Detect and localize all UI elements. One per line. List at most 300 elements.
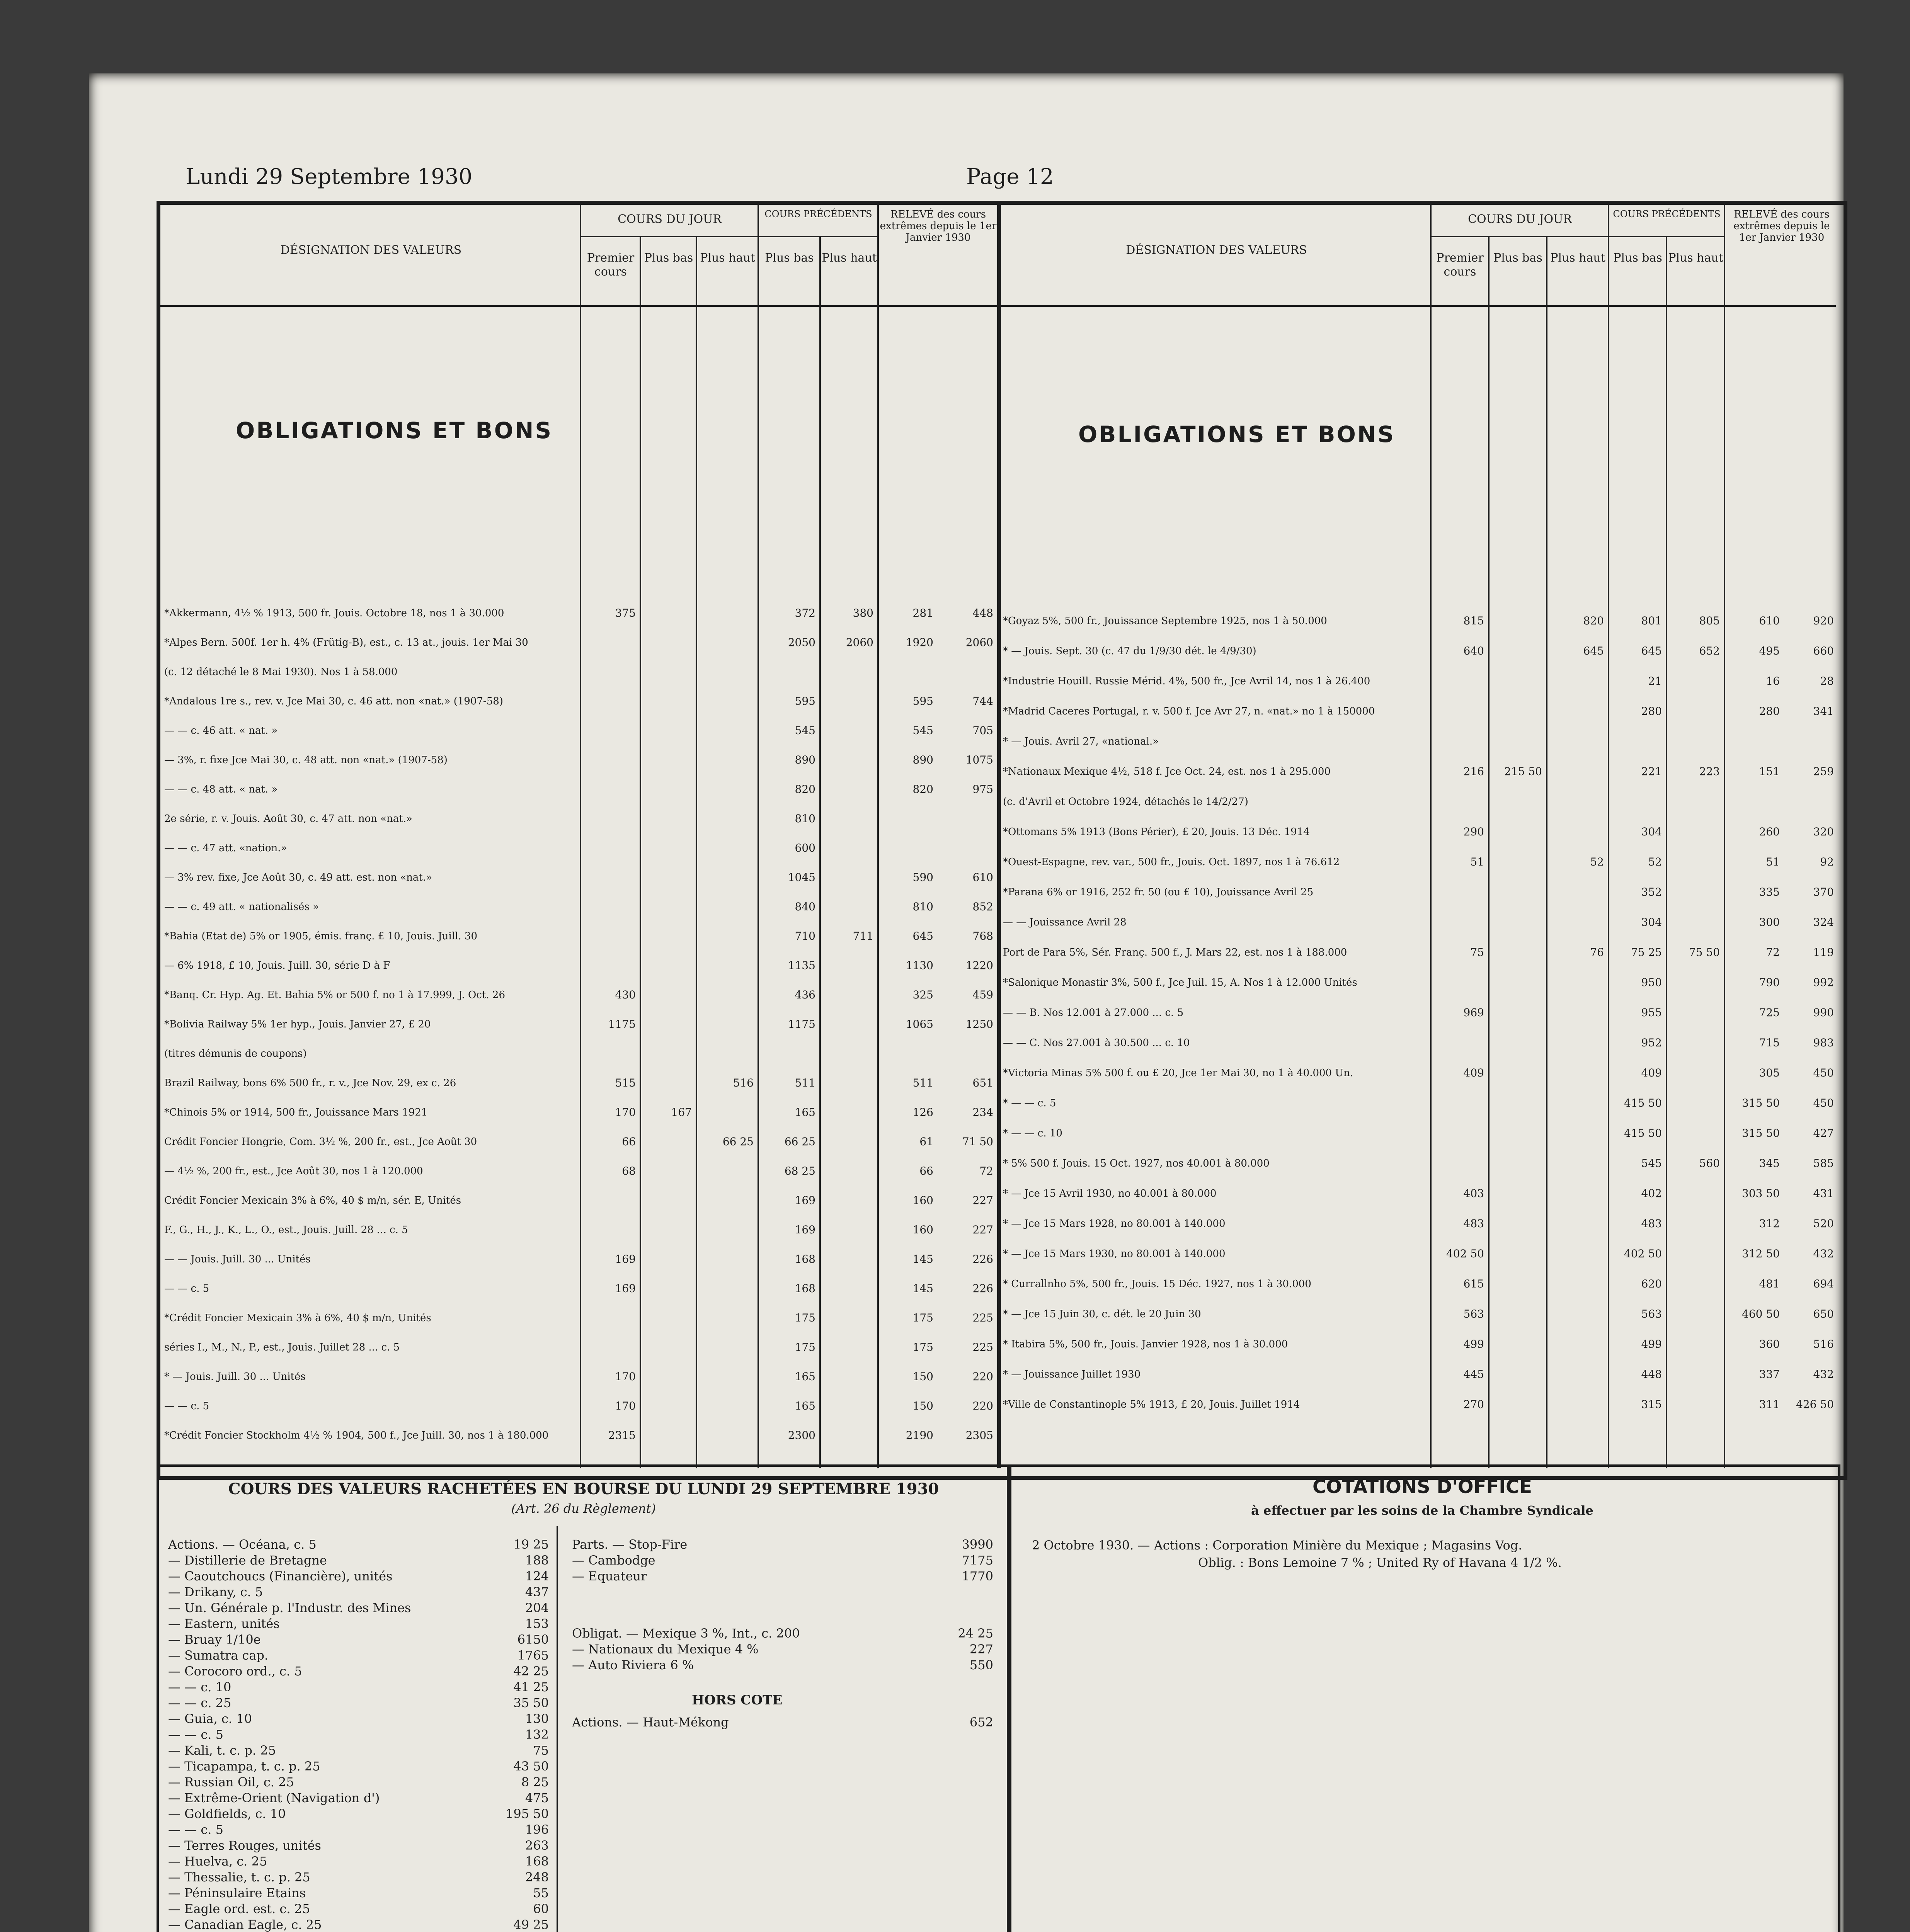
rachetee-action-value: 204 (525, 1600, 549, 1615)
valeur-designation: — — c. 5 (164, 1283, 209, 1294)
rachetee-action-value: 19 25 (513, 1537, 549, 1552)
cours-value: 215 50 (1504, 765, 1542, 778)
valeur-designation: *Madrid Caceres Portugal, r. v. 500 f. Jce Avr 27, n. «nat.» no 1 à 150000 (1003, 706, 1375, 717)
cours-value: 610 (1759, 614, 1780, 627)
rachetee-oblig-value: 227 (969, 1642, 993, 1656)
cours-value: 303 50 (1742, 1187, 1780, 1200)
cours-value: 315 50 (1742, 1127, 1780, 1139)
cours-value: 160 (912, 1194, 933, 1207)
valeur-designation: * — Jce 15 Mars 1928, no 80.001 à 140.000 (1003, 1218, 1226, 1230)
cours-value: 341 (1813, 705, 1834, 718)
rachetee-action-value: 168 (525, 1854, 549, 1869)
valeur-designation: *Parana 6% or 1916, 252 fr. 50 (ou £ 10), Jouissance Avril 25 (1003, 886, 1314, 898)
cours-value: 324 (1813, 916, 1834, 929)
cours-value: 560 (1699, 1157, 1720, 1170)
left-designation-header: DÉSIGNATION DES VALEURS (280, 243, 462, 257)
left-cours-du-jour-header: COURS DU JOUR (618, 213, 722, 226)
valeur-designation: *Akkermann, 4½ % 1913, 500 fr. Jouis. Octobre 18, nos 1 à 30.000 (164, 607, 504, 619)
left-premier-header: Premier cours (587, 251, 635, 279)
cours-value: 810 (912, 900, 933, 913)
cours-value: 499 (1463, 1338, 1484, 1350)
cours-value: 2060 (846, 636, 873, 649)
valeur-designation: — 4½ %, 200 fr., est., Jce Août 30, nos 1 à 120.000 (164, 1165, 423, 1177)
cours-value: 280 (1759, 705, 1780, 718)
cours-value: 595 (795, 695, 815, 707)
cotations-title: COTATIONS D'OFFICE (1312, 1476, 1532, 1498)
cours-value: 402 50 (1624, 1247, 1662, 1260)
valeur-designation: * — — c. 5 (1003, 1097, 1056, 1109)
valeur-designation: *Bolivia Railway 5% 1er hyp., Jouis. Janvier 27, £ 20 (164, 1019, 431, 1030)
cours-value: 820 (1583, 614, 1604, 627)
rachetee-action-value: 75 (533, 1743, 549, 1758)
cotations-frame (1007, 1464, 1840, 1932)
valeur-designation: — — c. 48 att. « nat. » (164, 784, 278, 795)
cours-value: 483 (1641, 1217, 1662, 1230)
rachetee-action-value: 475 (525, 1791, 549, 1805)
cours-value: 305 (1759, 1066, 1780, 1079)
cours-value: 335 (1759, 886, 1780, 898)
cours-value: 165 (795, 1106, 815, 1119)
cours-value: 715 (1759, 1036, 1780, 1049)
cotations-line-2: Oblig. : Bons Lemoine 7 % ; United Ry of Havana 4 1/2 %. (1198, 1555, 1562, 1570)
cours-value: 1130 (906, 959, 933, 972)
rachetee-oblig-value: 24 25 (958, 1626, 993, 1641)
hors-cote-name: Actions. — Haut-Mékong (572, 1715, 729, 1730)
cours-value: 145 (912, 1282, 933, 1295)
cours-value: 768 (972, 930, 993, 942)
cours-value: 28 (1820, 675, 1834, 687)
cours-value: 402 50 (1446, 1247, 1484, 1260)
cours-value: 337 (1759, 1368, 1780, 1381)
cours-value: 430 (615, 988, 636, 1001)
cours-value: 890 (912, 753, 933, 766)
cours-value: 801 (1641, 614, 1662, 627)
cours-value: 175 (795, 1341, 815, 1354)
left-prec-haut-header: Plus haut (822, 251, 877, 265)
valeur-designation: * — Jouis. Sept. 30 (c. 47 du 1/9/30 dét. le 4/9/30) (1003, 645, 1256, 657)
cotations-subtitle: à effectuer par les soins de la Chambre Syndicale (1251, 1503, 1593, 1518)
cours-value: 515 (615, 1077, 636, 1089)
cours-value: 16 (1766, 675, 1780, 687)
rachetee-part-value: 3990 (962, 1537, 993, 1552)
cours-value: 1920 (906, 636, 933, 649)
left-obligations-title: OBLIGATIONS ET BONS (236, 417, 553, 444)
cours-value: 450 (1813, 1097, 1834, 1109)
valeur-designation: séries I., M., N., P., est., Jouis. Juillet 28 ... c. 5 (164, 1342, 400, 1353)
right-obligations-title: OBLIGATIONS ET BONS (1078, 421, 1396, 447)
cours-value: 1175 (608, 1018, 636, 1031)
cours-value: 68 (622, 1165, 636, 1177)
left-releve-header: RELEVÉ des cours extrêmes depuis le 1er Janvier 1930 (880, 209, 997, 243)
cours-value: 169 (795, 1194, 815, 1207)
cours-value: 840 (795, 900, 815, 913)
cours-value: 165 (795, 1400, 815, 1412)
cours-value: 380 (853, 607, 873, 619)
rachetee-oblig-name: — Auto Riviera 6 % (572, 1658, 694, 1672)
cours-value: 516 (1813, 1338, 1834, 1350)
page-date: Lundi 29 Septembre 1930 (186, 164, 473, 189)
cours-value: 483 (1463, 1217, 1484, 1230)
cours-value: 459 (972, 988, 993, 1001)
cours-value: 315 (1641, 1398, 1662, 1411)
valeur-designation: *Andalous 1re s., rev. v. Jce Mai 30, c. 46 att. non «nat.» (1907-58) (164, 696, 503, 707)
cours-value: 175 (912, 1311, 933, 1324)
cours-value: 150 (912, 1400, 933, 1412)
cours-value: 448 (1641, 1368, 1662, 1381)
rachetee-action-value: 196 (525, 1822, 549, 1837)
cours-value: 711 (853, 930, 873, 942)
left-plus-bas-header: Plus bas (644, 251, 693, 265)
cours-value: 169 (615, 1253, 636, 1265)
cours-value: 1065 (906, 1018, 933, 1031)
cours-value: 645 (912, 930, 933, 942)
rachetee-action-name: — — c. 25 (168, 1696, 232, 1710)
cours-value: 432 (1813, 1368, 1834, 1381)
cours-value: 2300 (788, 1429, 815, 1442)
cours-value: 168 (795, 1253, 815, 1265)
cours-value: 372 (795, 607, 815, 619)
right-releve-header: RELEVÉ des cours extrêmes depuis le 1er Janvier 1930 (1733, 209, 1830, 243)
cours-value: 170 (615, 1106, 636, 1119)
valeur-designation: — 6% 1918, £ 10, Jouis. Juill. 30, série D à F (164, 960, 390, 971)
cours-value: 499 (1641, 1338, 1662, 1350)
rachetee-action-name: Actions. — Océana, c. 5 (168, 1537, 317, 1552)
valeur-designation: — — c. 49 att. « nationalisés » (164, 901, 319, 913)
valeur-designation: — — B. Nos 12.001 à 27.000 ... c. 5 (1003, 1007, 1184, 1019)
cours-value: 311 (1759, 1398, 1780, 1411)
rachetee-action-name: — Corocoro ord., c. 5 (168, 1664, 302, 1679)
rachetee-action-name: — Huelva, c. 25 (168, 1854, 267, 1869)
cours-value: 448 (972, 607, 993, 619)
cours-value: 220 (972, 1370, 993, 1383)
cours-value: 495 (1759, 645, 1780, 657)
rachetee-action-value: 132 (525, 1727, 549, 1742)
cours-value: 415 50 (1624, 1127, 1662, 1139)
rachetee-action-name: — Goldfields, c. 10 (168, 1806, 286, 1821)
rachetee-action-value: 1765 (517, 1648, 549, 1663)
valeur-designation: (c. 12 détaché le 8 Mai 1930). Nos 1 à 58.000 (164, 666, 398, 678)
rachetee-oblig-name: Obligat. — Mexique 3 %, Int., c. 200 (572, 1626, 800, 1641)
cours-value: 170 (615, 1370, 636, 1383)
cours-value: 520 (1813, 1217, 1834, 1230)
cours-value: 1045 (788, 871, 815, 884)
valeur-designation: Crédit Foncier Hongrie, Com. 3½ %, 200 fr., est., Jce Août 30 (164, 1136, 477, 1148)
cours-value: 170 (615, 1400, 636, 1412)
cours-value: 76 (1590, 946, 1604, 959)
rachetees-subtitle: (Art. 26 du Règlement) (511, 1501, 656, 1516)
cours-value: 227 (972, 1223, 993, 1236)
cours-value: 2315 (608, 1429, 636, 1442)
cours-value: 51 (1470, 855, 1484, 868)
valeur-designation: * — Jouissance Juillet 1930 (1003, 1369, 1141, 1380)
right-prec-haut-header: Plus haut (1668, 251, 1723, 265)
cours-value: 66 (919, 1165, 933, 1177)
cours-value: 92 (1820, 855, 1834, 868)
cours-value: 436 (795, 988, 815, 1001)
cours-value: 805 (1699, 614, 1720, 627)
rachetees-frame (157, 1464, 1011, 1932)
cours-value: 2060 (965, 636, 993, 649)
rachetee-action-name: — Caoutchoucs (Financière), unités (168, 1569, 393, 1583)
cours-value: 402 (1641, 1187, 1662, 1200)
rachetee-action-name: — Ticapampa, t. c. p. 25 (168, 1759, 320, 1774)
cours-value: 75 25 (1631, 946, 1662, 959)
cours-value: 975 (972, 783, 993, 796)
rachetee-action-value: 41 25 (513, 1680, 549, 1694)
right-precedents-header: COURS PRÉCÉDENTS (1613, 209, 1721, 219)
rachetee-action-value: 6150 (517, 1632, 549, 1647)
cours-value: 2190 (906, 1429, 933, 1442)
cours-value: 52 (1648, 855, 1662, 868)
right-prec-bas-header: Plus bas (1613, 251, 1662, 265)
cours-value: 705 (972, 724, 993, 737)
cours-value: 744 (972, 695, 993, 707)
cours-value: 360 (1759, 1338, 1780, 1350)
cours-value: 983 (1813, 1036, 1834, 1049)
valeur-designation: *Salonique Monastir 3%, 500 f., Jce Juil. 15, A. Nos 1 à 12.000 Unités (1003, 977, 1357, 988)
rachetee-action-name: — Drikany, c. 5 (168, 1585, 263, 1599)
hors-cote-title: HORS COTE (692, 1692, 783, 1708)
valeur-designation: — — C. Nos 27.001 à 30.500 ... c. 10 (1003, 1037, 1190, 1049)
valeur-designation: (titres démunis de coupons) (164, 1048, 307, 1060)
rachetee-action-value: 42 25 (513, 1664, 549, 1679)
cours-value: 75 (1470, 946, 1484, 959)
cours-value: 890 (795, 753, 815, 766)
rachetee-action-value: 153 (525, 1616, 549, 1631)
valeur-designation: * — Jce 15 Avril 1930, no 40.001 à 80.000 (1003, 1188, 1217, 1199)
cours-value: 119 (1813, 946, 1834, 959)
cours-value: 312 (1759, 1217, 1780, 1230)
rachetee-action-name: — Extrême-Orient (Navigation d') (168, 1791, 380, 1805)
valeur-designation: *Ouest-Espagne, rev. var., 500 fr., Jouis. Oct. 1897, nos 1 à 76.612 (1003, 856, 1340, 868)
rachetee-action-name: — Sumatra cap. (168, 1648, 269, 1663)
cours-value: 920 (1813, 614, 1834, 627)
cours-value: 645 (1583, 645, 1604, 657)
valeur-designation: — 3%, r. fixe Jce Mai 30, c. 48 att. non «nat.» (1907-58) (164, 754, 448, 766)
rachetees-title: COURS DES VALEURS RACHETÉES EN BOURSE DU LUNDI 29 SEPTEMBRE 1930 (228, 1480, 939, 1498)
cours-value: 427 (1813, 1127, 1834, 1139)
cours-value: 852 (972, 900, 993, 913)
cours-value: 259 (1813, 765, 1834, 778)
cours-value: 511 (912, 1077, 933, 1089)
cours-value: 415 50 (1624, 1097, 1662, 1109)
cours-value: 21 (1648, 675, 1662, 687)
cours-value: 409 (1463, 1066, 1484, 1079)
valeur-designation: — 3% rev. fixe, Jce Août 30, c. 49 att. est. non «nat.» (164, 872, 432, 883)
cours-value: 75 50 (1689, 946, 1720, 959)
valeur-designation: Brazil Railway, bons 6% 500 fr., r. v., Jce Nov. 29, ex c. 26 (164, 1077, 456, 1089)
rachetee-action-name: — Thessalie, t. c. p. 25 (168, 1870, 310, 1884)
rachetee-part-name: — Cambodge (572, 1553, 655, 1568)
valeur-designation: — — Jouis. Juill. 30 ... Unités (164, 1253, 311, 1265)
page-number: Page 12 (966, 164, 1054, 189)
cours-value: 168 (795, 1282, 815, 1295)
cours-value: 151 (1759, 765, 1780, 778)
cours-value: 585 (1813, 1157, 1834, 1170)
cours-value: 615 (1463, 1277, 1484, 1290)
cours-value: 345 (1759, 1157, 1780, 1170)
cours-value: 820 (795, 783, 815, 796)
valeur-designation: — — c. 46 att. « nat. » (164, 725, 278, 736)
cours-value: 280 (1641, 705, 1662, 718)
valeur-designation: * — Jce 15 Mars 1930, no 80.001 à 140.000 (1003, 1248, 1226, 1260)
cours-value: 545 (795, 724, 815, 737)
valeur-designation: — — c. 5 (164, 1400, 209, 1412)
cours-value: 990 (1813, 1006, 1834, 1019)
cours-value: 315 50 (1742, 1097, 1780, 1109)
cours-value: 650 (1813, 1308, 1834, 1320)
cours-value: 1220 (965, 959, 993, 972)
rachetee-part-name: — Equateur (572, 1569, 647, 1583)
cours-value: 225 (972, 1341, 993, 1354)
rachetee-part-value: 7175 (962, 1553, 993, 1568)
cours-value: 516 (733, 1077, 754, 1089)
valeur-designation: *Crédit Foncier Stockholm 4½ % 1904, 500 f., Jce Juill. 30, nos 1 à 180.000 (164, 1430, 549, 1441)
cours-value: 660 (1813, 645, 1834, 657)
rachetee-oblig-name: — Nationaux du Mexique 4 % (572, 1642, 759, 1656)
valeur-designation: * Currallnho 5%, 500 fr., Jouis. 15 Déc. 1927, nos 1 à 30.000 (1003, 1278, 1311, 1290)
rachetee-action-value: 188 (525, 1553, 549, 1568)
cours-value: 2050 (788, 636, 815, 649)
rachetee-action-name: — Distillerie de Bretagne (168, 1553, 327, 1568)
rachetee-action-value: 49 25 (513, 1917, 549, 1932)
cours-value: 304 (1641, 825, 1662, 838)
cours-value: 66 25 (784, 1135, 815, 1148)
rachetee-action-value: 248 (525, 1870, 549, 1884)
rachetee-part-value: 1770 (962, 1569, 993, 1583)
valeur-designation: *Industrie Houill. Russie Mérid. 4%, 500 fr., Jce Avril 14, nos 1 à 26.400 (1003, 675, 1370, 687)
valeur-designation: *Goyaz 5%, 500 fr., Jouissance Septembre 1925, nos 1 à 50.000 (1003, 615, 1327, 627)
cours-value: 1175 (788, 1018, 815, 1031)
cours-value: 1135 (788, 959, 815, 972)
valeur-designation: * — Jce 15 Juin 30, c. dét. le 20 Juin 30 (1003, 1308, 1201, 1320)
cours-value: 325 (912, 988, 933, 1001)
cours-value: 652 (1699, 645, 1720, 657)
cours-value: 68 25 (784, 1165, 815, 1177)
cours-value: 312 50 (1742, 1247, 1780, 1260)
cours-value: 1075 (965, 753, 993, 766)
cours-value: 810 (795, 812, 815, 825)
rachetee-action-value: 8 25 (521, 1775, 549, 1789)
rachetee-action-name: — Canadian Eagle, c. 25 (168, 1917, 322, 1932)
cours-value: 563 (1463, 1308, 1484, 1320)
right-premier-header: Premier cours (1436, 251, 1484, 279)
cours-value: 563 (1641, 1308, 1662, 1320)
cours-value: 545 (1641, 1157, 1662, 1170)
cours-value: 952 (1641, 1036, 1662, 1049)
cours-value: 640 (1463, 645, 1484, 657)
cours-value: 431 (1813, 1187, 1834, 1200)
cours-value: 71 50 (962, 1135, 993, 1148)
cours-value: 281 (912, 607, 933, 619)
cours-value: 955 (1641, 1006, 1662, 1019)
cours-value: 651 (972, 1077, 993, 1089)
cours-value: 51 (1766, 855, 1780, 868)
cours-value: 175 (795, 1311, 815, 1324)
valeur-designation: Port de Para 5%, Sér. Franç. 500 f., J. Mars 22, est. nos 1 à 188.000 (1003, 947, 1347, 958)
cours-value: 815 (1463, 614, 1484, 627)
cours-value: 403 (1463, 1187, 1484, 1200)
left-plus-haut-header: Plus haut (700, 251, 755, 265)
cours-value: 290 (1463, 825, 1484, 838)
valeur-designation: *Ville de Constantinople 5% 1913, £ 20, Jouis. Juillet 1914 (1003, 1399, 1300, 1410)
cours-value: 610 (972, 871, 993, 884)
cours-value: 432 (1813, 1247, 1834, 1260)
cours-value: 175 (912, 1341, 933, 1354)
rachetee-action-name: — Un. Générale p. l'Industr. des Mines (168, 1600, 411, 1615)
cours-value: 221 (1641, 765, 1662, 778)
cours-value: 304 (1641, 916, 1662, 929)
cours-value: 150 (912, 1370, 933, 1383)
rachetee-action-name: — — c. 5 (168, 1822, 223, 1837)
valeur-designation: * 5% 500 f. Jouis. 15 Oct. 1927, nos 40.001 à 80.000 (1003, 1158, 1270, 1169)
cours-value: 66 25 (722, 1135, 754, 1148)
right-plus-haut-header: Plus haut (1550, 251, 1605, 265)
right-designation-header: DÉSIGNATION DES VALEURS (1126, 243, 1307, 257)
cours-value: 223 (1699, 765, 1720, 778)
hors-cote-value: 652 (969, 1715, 993, 1730)
cours-value: 481 (1759, 1277, 1780, 1290)
cours-value: 225 (972, 1311, 993, 1324)
cours-value: 227 (972, 1194, 993, 1207)
valeur-designation: — — c. 47 att. «nation.» (164, 842, 287, 854)
rachetee-action-name: — Eastern, unités (168, 1616, 280, 1631)
rachetee-part-name: Parts. — Stop-Fire (572, 1537, 688, 1552)
valeur-designation: * — Jouis. Avril 27, «national.» (1003, 736, 1159, 747)
cours-value: 370 (1813, 886, 1834, 898)
rachetee-action-value: 263 (525, 1838, 549, 1853)
rachetee-action-value: 437 (525, 1585, 549, 1599)
cours-value: 226 (972, 1282, 993, 1295)
cours-value: 352 (1641, 886, 1662, 898)
cours-value: 320 (1813, 825, 1834, 838)
rachetee-action-name: — — c. 5 (168, 1727, 223, 1742)
rachetee-action-value: 43 50 (513, 1759, 549, 1774)
valeur-designation: * — — c. 10 (1003, 1128, 1062, 1139)
valeur-designation: (c. d'Avril et Octobre 1924, détachés le 14/2/27) (1003, 796, 1248, 808)
cours-value: 545 (912, 724, 933, 737)
newspaper-page (89, 73, 1844, 1932)
rachetee-action-name: — Péninsulaire Etains (168, 1886, 306, 1900)
cours-value: 66 (622, 1135, 636, 1148)
cours-value: 445 (1463, 1368, 1484, 1381)
valeur-designation: *Chinois 5% or 1914, 500 fr., Jouissance Mars 1921 (164, 1107, 428, 1118)
cours-value: 460 50 (1742, 1308, 1780, 1320)
cours-value: 595 (912, 695, 933, 707)
cours-value: 1250 (965, 1018, 993, 1031)
cours-value: 216 (1463, 765, 1484, 778)
cours-value: 409 (1641, 1066, 1662, 1079)
valeur-designation: * — Jouis. Juill. 30 ... Unités (164, 1371, 306, 1383)
rachetee-action-value: 124 (525, 1569, 549, 1583)
valeur-designation: * Itabira 5%, 500 fr., Jouis. Janvier 1928, nos 1 à 30.000 (1003, 1338, 1288, 1350)
cours-value: 72 (979, 1165, 993, 1177)
cours-value: 620 (1641, 1277, 1662, 1290)
rachetee-action-name: — Eagle ord. est. c. 25 (168, 1901, 310, 1916)
rachetee-action-name: — — c. 10 (168, 1680, 232, 1694)
cours-value: 145 (912, 1253, 933, 1265)
cours-value: 725 (1759, 1006, 1780, 1019)
left-precedents-header: COURS PRÉCÉDENTS (764, 209, 872, 219)
valeur-designation: *Crédit Foncier Mexicain 3% à 6%, 40 $ m/n, Unités (164, 1312, 431, 1324)
cours-value: 992 (1813, 976, 1834, 989)
valeur-designation: *Banq. Cr. Hyp. Ag. Et. Bahia 5% or 500 f. no 1 à 17.999, J. Oct. 26 (164, 989, 505, 1001)
cours-value: 511 (795, 1077, 815, 1089)
rachetee-action-name: — Guia, c. 10 (168, 1711, 252, 1726)
rachetee-action-value: 130 (525, 1711, 549, 1726)
cours-value: 710 (795, 930, 815, 942)
right-plus-bas-header: Plus bas (1493, 251, 1542, 265)
